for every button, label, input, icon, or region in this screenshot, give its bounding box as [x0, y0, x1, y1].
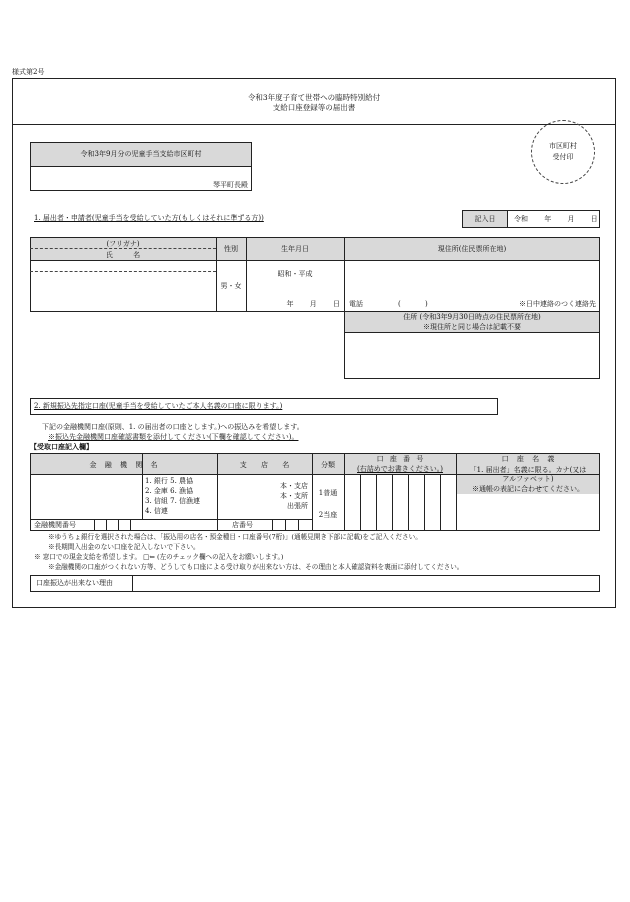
note-inactive-account: ※長期間入出金のない口座を記入しないで下さい。 — [48, 543, 200, 551]
bank-code-cells[interactable] — [94, 519, 142, 531]
furigana-label: (フリガナ) — [106, 240, 140, 248]
note-no-account: ※金融機関の口座がつくれない方等、どうしても口座による受け取りが出来ない方は、その理由と本人確認資料を裏面に添付してください。 — [48, 563, 464, 571]
branch-code-cells[interactable] — [272, 519, 312, 531]
gender-choice[interactable]: 男・女 — [220, 282, 242, 290]
no-account-reason-label: 口座振込が出来ない理由 — [36, 579, 113, 587]
name-field[interactable] — [31, 273, 215, 311]
bank-name-field[interactable] — [32, 476, 140, 517]
branch-type-2[interactable]: 本・支所 — [280, 492, 308, 500]
account-number-header: 口 座 番 号 — [376, 455, 424, 463]
phone-label: 電話 — [349, 300, 363, 308]
bank-code-label: 金融機関番号 — [34, 521, 76, 529]
address-label: 現住所(住民票所在地) — [437, 245, 507, 253]
section2-title: 2. 新規振込先指定口座(児童手当を受給していたご本人名義の口座に限ります。) — [34, 402, 283, 410]
account-holder-field[interactable] — [458, 496, 598, 529]
account-column-label: 【受取口座記入欄】 — [30, 442, 93, 451]
reception-stamp-circle — [531, 120, 595, 184]
branch-type-3[interactable]: 出張所 — [287, 502, 308, 510]
no-account-reason-field[interactable] — [134, 577, 598, 590]
account-holder-header: 口 座 名 義 — [501, 455, 555, 463]
furigana-field[interactable] — [31, 261, 215, 270]
dob-ymd[interactable]: 年 月 日 — [286, 300, 340, 308]
bank-type-3[interactable]: 3. 信組 7. 信漁連 — [145, 497, 201, 505]
account-number-cells[interactable] — [344, 474, 456, 531]
stamp-label-line2: 受付印 — [552, 153, 574, 161]
section2-desc1: 下記の金融機関口座(原則、1. の届出者の口座とします。)への振込みを希望します。 — [42, 423, 304, 431]
entry-date-value[interactable]: 令和 年 月 日 — [514, 215, 598, 223]
current-address-field[interactable] — [346, 262, 598, 296]
bank-type-1[interactable]: 1. 銀行 5. 農協 — [145, 477, 194, 485]
past-address-field[interactable] — [346, 334, 598, 377]
holder-note3: ※通帳の表記に合わせてください。 — [472, 485, 584, 493]
dob-label: 生年月日 — [281, 245, 309, 253]
note-yucho: ※ゆうちょ銀行を選択された場合は、「振込用の店名・預金種目・口座番号(7桁)」(通帳見開き下部に記載)をご記入ください。 — [48, 533, 422, 541]
payer-addressee: 琴平町長殿 — [213, 181, 248, 189]
past-address-label: 住所 (令和3年9月30日時点の住民票所在地) — [403, 313, 541, 321]
entry-date-label: 記入日 — [474, 215, 496, 223]
account-type-2[interactable]: 2当座 — [318, 511, 338, 519]
section1-title: 1. 届出者・申請者(児童手当を受給していた方(もしくはそれに準ずる方)) — [34, 214, 264, 222]
bank-name-header: 金 融 機 関 名 — [89, 461, 158, 469]
form-title-line1: 令和3年度子育て世帯への臨時特別給付 — [247, 93, 381, 102]
note-cash-option[interactable]: ※ 窓口での現金支給を希望します。 □⇐ (左のチェック欄への記入をお願いします。) — [34, 553, 284, 561]
bank-type-4[interactable]: 4. 信連 — [145, 507, 168, 515]
title-divider — [12, 124, 616, 125]
section2-desc2: ※振込先金融機関口座確認書類を添付してください(下欄を確認してください)。 — [48, 433, 299, 441]
payer-header: 令和3年9月分の児童手当支給市区町村 — [80, 150, 202, 158]
branch-code-label: 店番号 — [232, 521, 253, 529]
bank-type-2[interactable]: 2. 金庫 6. 漁協 — [145, 487, 194, 495]
dob-era[interactable]: 昭和・平成 — [277, 270, 313, 278]
branch-name-header: 支 店 名 — [239, 461, 290, 469]
phone-note: ※日中連絡のつく連絡先 — [519, 300, 596, 308]
branch-type-1[interactable]: 本・支店 — [280, 482, 308, 490]
category-header: 分類 — [321, 461, 335, 469]
holder-note1: 「1. 届出者」名義に限る。カナ(又は — [469, 466, 587, 474]
holder-note2: アルファベット) — [502, 475, 554, 483]
account-number-note: (右詰めでお書きください。) — [357, 465, 443, 473]
form-number: 様式第2号 — [12, 68, 45, 76]
form-title-line2: 支給口座登録等の届出書 — [272, 103, 356, 112]
gender-label: 性別 — [224, 245, 238, 253]
name-label: 氏 名 — [105, 251, 141, 259]
stamp-label-line1: 市区町村 — [549, 142, 577, 150]
account-type-1[interactable]: 1普通 — [318, 489, 338, 497]
past-address-note: ※現住所と同じ場合は記載不要 — [423, 323, 521, 331]
phone-field[interactable]: ( ) — [398, 300, 428, 308]
